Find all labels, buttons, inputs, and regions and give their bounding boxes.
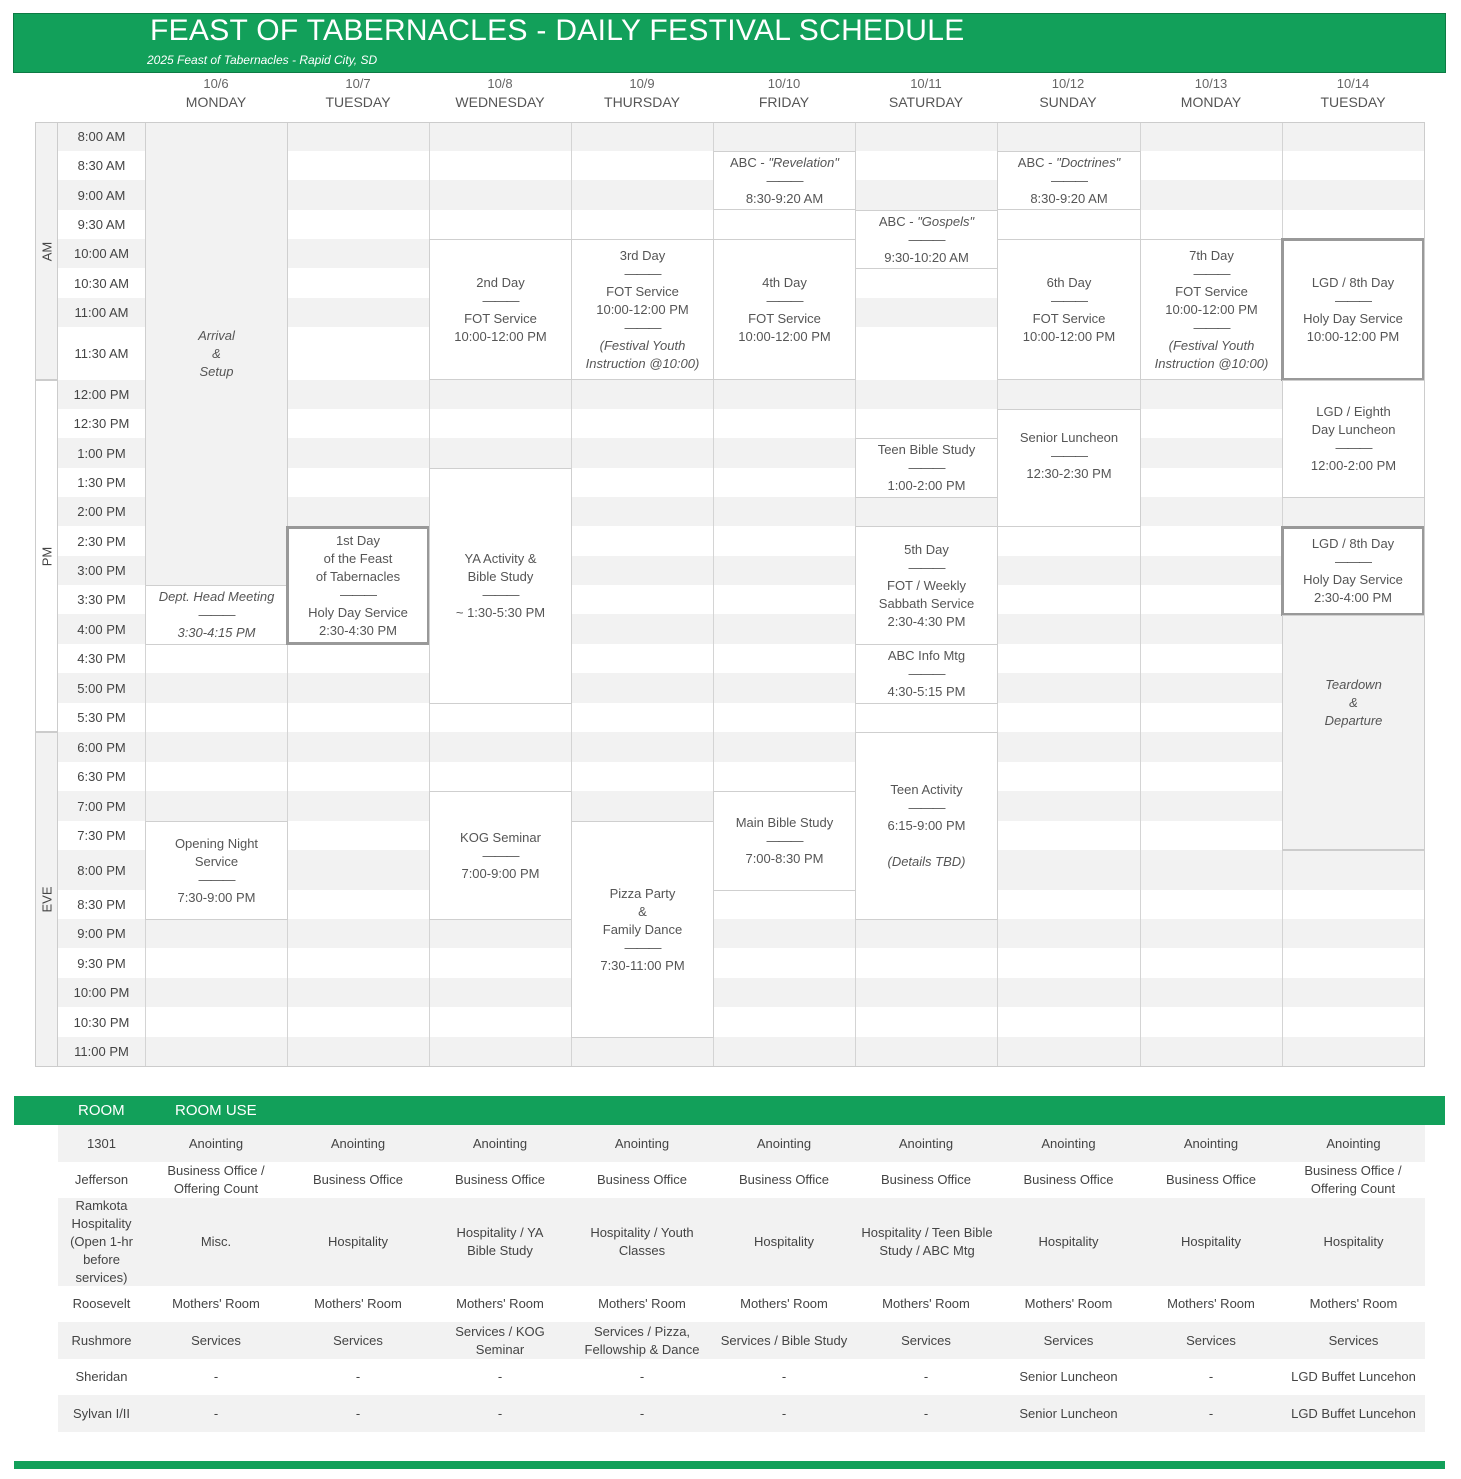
room-use-cell: Anointing <box>898 1135 954 1151</box>
day-date: 10/10 <box>767 76 801 91</box>
event-separator: ——— <box>1193 265 1230 281</box>
event-title: of Tabernacles <box>315 568 401 584</box>
event-topic: "Doctrines" <box>1056 154 1121 170</box>
event-note: Instruction @10:00) <box>585 355 700 371</box>
event-time: ~ 1:30-5:30 PM <box>455 605 546 620</box>
room-use-cell: - <box>213 1369 219 1384</box>
event-time: 10:00-12:00 PM <box>1022 328 1116 344</box>
room-use-cell: Hospitality / Youth Classes <box>590 1225 694 1258</box>
day-date: 10/11 <box>910 76 942 91</box>
event-prefix: ABC - <box>878 213 918 229</box>
day-date: 10/6 <box>203 76 229 91</box>
room-use-cell: Mothers' Room <box>1024 1296 1113 1311</box>
event-time: 2:30-4:30 PM <box>887 613 966 629</box>
event-text: Holy Day Service <box>1303 572 1403 587</box>
room-use-cell: Mothers' Room <box>1167 1296 1255 1311</box>
event-note: (Details TBD) <box>887 854 966 869</box>
day-date: 10/14 <box>1336 76 1370 91</box>
event-text: FOT Service <box>1032 310 1106 326</box>
event-title: Day Luncheon <box>1311 422 1396 437</box>
event-title: Dept. Head Meeting <box>158 589 275 604</box>
room-use-cell: Anointing <box>472 1135 528 1151</box>
event-text: Holy Day Service <box>1303 310 1403 326</box>
room-use-cell: - <box>355 1369 361 1384</box>
time-label: 9:30 PM <box>77 955 126 971</box>
event-time: 2:30-4:30 PM <box>318 622 398 638</box>
schedule-grid-border <box>35 122 1425 1067</box>
day-date: 10/7 <box>345 76 371 91</box>
footer-bar <box>14 1461 1445 1469</box>
event-title: of the Feast <box>323 550 393 566</box>
event-topic: "Gospels" <box>917 213 975 229</box>
room-use-cell: Anointing <box>1183 1135 1239 1151</box>
event-separator: ——— <box>1193 319 1230 335</box>
room-use-cell: Services <box>333 1332 383 1348</box>
room-use-cell: Hospitality <box>1038 1234 1099 1249</box>
time-label: 1:30 PM <box>77 475 126 490</box>
event-text: & <box>1349 694 1358 710</box>
room-use-cell: - <box>781 1369 787 1384</box>
event-time: 6:15-9:00 PM <box>887 818 966 833</box>
room-name: Sylvan I/II <box>72 1405 131 1421</box>
room-use-cell: - <box>1208 1369 1214 1384</box>
day-name: SATURDAY <box>888 94 964 110</box>
event-title: LGD / Eighth <box>1316 404 1391 419</box>
time-label: 10:00 AM <box>74 246 129 261</box>
day-header <box>571 76 713 112</box>
room-use-cell: Mothers' Room <box>1309 1296 1398 1311</box>
room-use-column-header: ROOM USE <box>175 1102 257 1119</box>
room-use-cell: Services / Pizza, Fellowship & Dance <box>584 1323 700 1357</box>
event-title: Main Bible Study <box>735 815 834 830</box>
day-header <box>713 76 855 112</box>
day-header <box>997 76 1139 112</box>
time-label: 5:30 PM <box>77 710 126 725</box>
time-label: 4:00 PM <box>77 621 126 637</box>
event-time: 10:00-12:00 PM <box>738 328 831 344</box>
time-label: 10:30 PM <box>73 1014 130 1030</box>
room-use-cell: Mothers' Room <box>172 1296 260 1311</box>
time-label: 9:00 AM <box>77 187 126 203</box>
day-name: THURSDAY <box>604 94 680 110</box>
room-use-cell: Mothers' Room <box>314 1296 402 1311</box>
event-separator: ——— <box>908 666 945 681</box>
event-topic: "Revelation" <box>768 154 839 170</box>
event-title: & <box>638 903 647 919</box>
room-use-cell: Mothers' Room <box>598 1296 686 1311</box>
event-separator: ——— <box>908 559 945 575</box>
time-label: 3:30 PM <box>77 592 126 607</box>
event-separator: ——— <box>766 292 803 308</box>
page-title: FEAST OF TABERNACLES - DAILY FESTIVAL SCHEDULE <box>150 14 965 47</box>
event-text: FOT Service <box>606 283 679 299</box>
time-label: 7:30 PM <box>77 828 126 843</box>
time-label: 7:00 PM <box>77 798 126 814</box>
time-label: 8:30 PM <box>77 897 126 912</box>
event-time: 3:30-4:15 PM <box>177 625 256 640</box>
day-header <box>429 76 571 112</box>
room-use-cell: - <box>213 1405 219 1421</box>
event-title: Bible Study <box>467 569 534 584</box>
room-use-cell: - <box>923 1405 929 1421</box>
event-text: Holy Day Service <box>308 604 408 620</box>
room-use-cell: Services / KOG Seminar <box>455 1323 545 1357</box>
room-use-cell: - <box>355 1405 361 1421</box>
room-use-cell: Services <box>1043 1332 1094 1348</box>
day-name: TUESDAY <box>1320 94 1386 110</box>
event-separator: ——— <box>624 319 661 335</box>
period-text: PM <box>39 546 54 566</box>
event-time: 2:30-4:00 PM <box>1313 590 1393 605</box>
room-use-cell: Business Office <box>454 1172 546 1187</box>
room-use-cell: Hospitality <box>328 1234 388 1249</box>
event-title: 2nd Day <box>476 274 525 290</box>
event-time: 8:30-9:20 AM <box>1030 190 1108 206</box>
time-label: 6:00 PM <box>77 739 126 755</box>
event-time: 1:00-2:00 PM <box>887 478 966 493</box>
event-time: 9:30-10:20 AM <box>884 249 969 265</box>
room-use-cell: Anointing <box>756 1135 812 1151</box>
event-text: Setup <box>199 364 234 379</box>
event-text: FOT Service <box>1175 283 1248 299</box>
room-use-cell: Anointing <box>1041 1135 1096 1151</box>
event-separator: ——— <box>766 172 803 188</box>
event-separator: ——— <box>1335 292 1371 308</box>
day-name: FRIDAY <box>758 94 810 110</box>
room-use-cell: Business Office <box>1165 1172 1257 1187</box>
time-label: 4:30 PM <box>77 651 126 666</box>
event-separator: ——— <box>482 587 519 602</box>
event-separator: ——— <box>340 586 376 602</box>
room-use-cell: Business Office <box>312 1172 404 1187</box>
event-title: Teen Activity <box>890 782 963 797</box>
room-use-cell: Business Office <box>880 1172 972 1187</box>
time-label: 11:00 PM <box>74 1044 129 1059</box>
room-use-cell: - <box>781 1405 787 1421</box>
room-use-cell: Hospitality <box>1181 1234 1241 1249</box>
event-time: 8:30-9:20 AM <box>745 190 824 206</box>
room-use-cell: Hospitality <box>754 1234 814 1249</box>
event-title: LGD / 8th Day <box>1311 274 1395 290</box>
day-header <box>1140 76 1282 112</box>
event-title: ABC Info Mtg <box>887 648 966 663</box>
event-separator: ——— <box>624 265 661 281</box>
event-title: 5th Day <box>904 541 949 557</box>
room-use-cell: - <box>497 1405 503 1421</box>
room-use-cell: LGD Buffet Luncehon <box>1291 1405 1416 1421</box>
event-title: 7th Day <box>1189 247 1234 263</box>
room-use-cell: Business Office / Offering Count <box>1304 1163 1402 1196</box>
event-time: 10:00-12:00 PM <box>1306 328 1400 344</box>
event-time: 10:00-12:00 PM <box>454 328 547 344</box>
time-label: 8:00 AM <box>77 129 126 144</box>
room-use-cell: Mothers' Room <box>456 1296 544 1311</box>
day-date: 10/13 <box>1194 76 1228 91</box>
page-subtitle: 2025 Feast of Tabernacles - Rapid City, SD <box>147 53 378 67</box>
room-use-cell: Senior Luncheon <box>1019 1405 1118 1421</box>
room-use-cell: Senior Luncheon <box>1019 1369 1118 1384</box>
room-name: Jefferson <box>74 1172 129 1187</box>
time-label: 10:00 PM <box>73 985 130 1000</box>
event-time: 12:30-2:30 PM <box>1026 466 1112 481</box>
time-label: 12:30 PM <box>73 416 130 431</box>
time-label: 11:30 AM <box>74 346 129 361</box>
event-note: Instruction @10:00) <box>1154 355 1269 371</box>
room-use-cell: Mothers' Room <box>740 1296 828 1311</box>
event-text: FOT Service <box>464 310 537 326</box>
room-use-cell: Services <box>191 1332 241 1348</box>
event-text: FOT / Weekly <box>887 577 966 593</box>
day-name: TUESDAY <box>325 94 391 110</box>
time-label: 6:30 PM <box>77 769 126 784</box>
period-text: AM <box>39 241 54 261</box>
room-use-cell: Anointing <box>188 1135 244 1151</box>
time-label: 9:30 AM <box>77 217 126 232</box>
room-use-cell: Anointing <box>330 1135 386 1151</box>
event-note: (Festival Youth <box>599 337 686 353</box>
event-time: 12:00-2:00 PM <box>1310 458 1397 473</box>
event-title: 4th Day <box>762 274 807 290</box>
event-separator: ——— <box>1051 292 1087 308</box>
day-name: SUNDAY <box>1039 94 1097 110</box>
event-title: YA Activity & <box>464 551 537 566</box>
event-separator: ——— <box>1335 554 1371 569</box>
room-use-cell: LGD Buffet Luncehon <box>1291 1369 1416 1384</box>
day-name: WEDNESDAY <box>455 94 545 110</box>
day-header <box>1282 76 1424 112</box>
room-use-cell: - <box>639 1405 645 1421</box>
room-column-header: ROOM <box>78 1102 125 1119</box>
event-time: 7:30-9:00 PM <box>177 889 256 905</box>
room-use-cell: Business Office <box>1023 1172 1114 1187</box>
event-separator: ——— <box>198 607 235 622</box>
event-title: KOG Seminar <box>460 829 541 845</box>
event-title: 1st Day <box>335 532 381 548</box>
room-name: Roosevelt <box>72 1296 131 1311</box>
day-date: 10/12 <box>1051 76 1085 91</box>
time-label: 8:30 AM <box>77 158 126 173</box>
event-time: 7:00-8:30 PM <box>745 851 824 866</box>
event-separator: ——— <box>624 939 661 955</box>
event-prefix: ABC - <box>730 154 769 170</box>
event-separator: ——— <box>766 833 803 848</box>
event-text: FOT Service <box>748 310 821 326</box>
event-prefix: ABC - <box>1017 154 1057 170</box>
room-name: Ramkota Hospitality (Open 1-hr before services) <box>70 1198 133 1285</box>
event-title: Pizza Party <box>609 885 676 901</box>
event-time: 10:00-12:00 PM <box>1165 301 1258 317</box>
event-separator: ——— <box>198 871 235 887</box>
event-title: Senior Luncheon <box>1019 430 1119 445</box>
event-title: Opening Night <box>174 835 259 851</box>
room-use-cell: Anointing <box>1326 1135 1381 1151</box>
time-label: 2:00 PM <box>77 504 126 519</box>
event-separator: ——— <box>482 847 519 863</box>
room-use-cell: Anointing <box>614 1135 670 1151</box>
event-title: LGD / 8th Day <box>1311 536 1395 551</box>
event-separator: ——— <box>1051 172 1087 188</box>
time-label: 3:00 PM <box>77 563 126 578</box>
day-header <box>855 76 997 112</box>
room-use-cell: Services / Bible Study <box>720 1332 848 1348</box>
event-text: Sabbath Service <box>878 595 975 611</box>
room-use-cell: - <box>923 1369 929 1384</box>
time-label: 1:00 PM <box>77 445 126 461</box>
room-use-cell: Hospitality / YA Bible Study <box>456 1225 544 1258</box>
room-use-cell: Mothers' Room <box>882 1296 970 1311</box>
time-label: 5:00 PM <box>77 680 126 696</box>
room-use-cell: Business Office <box>738 1172 830 1187</box>
room-use-cell: Business Office / Offering Count <box>167 1163 265 1196</box>
event-separator: ——— <box>908 460 945 475</box>
day-header <box>145 76 287 112</box>
day-header <box>287 76 429 112</box>
room-use-cell: Misc. <box>200 1234 232 1249</box>
event-title: Teardown <box>1325 676 1382 692</box>
day-date: 10/9 <box>629 76 655 91</box>
event-text: Departure <box>1324 712 1383 728</box>
event-time: 7:30-11:00 PM <box>600 957 685 973</box>
event-separator: ——— <box>1335 440 1372 455</box>
room-use-cell: Business Office <box>596 1172 688 1187</box>
room-use-cell: - <box>497 1369 503 1384</box>
event-title: Family Dance <box>602 921 683 937</box>
room-use-cell: Services <box>901 1332 951 1348</box>
time-label: 10:30 AM <box>74 275 129 291</box>
time-label: 8:00 PM <box>77 862 126 878</box>
event-text: & <box>212 346 221 361</box>
room-name: Rushmore <box>71 1332 132 1348</box>
event-separator: ——— <box>482 292 519 308</box>
room-use-cell: - <box>1208 1405 1214 1421</box>
event-note: (Festival Youth <box>1168 337 1255 353</box>
room-name: 1301 <box>87 1135 116 1151</box>
day-name: MONDAY <box>1180 94 1242 110</box>
event-time: 10:00-12:00 PM <box>596 301 689 317</box>
day-date: 10/8 <box>487 76 513 91</box>
event-separator: ——— <box>1051 448 1087 463</box>
time-label: 11:00 AM <box>74 305 129 320</box>
event-title: Service <box>194 853 239 869</box>
event-title: Arrival <box>198 328 235 343</box>
event-title: 6th Day <box>1046 274 1092 290</box>
day-name: MONDAY <box>185 94 247 110</box>
room-use-cell: Hospitality / Teen Bible Study / ABC Mtg <box>861 1225 993 1258</box>
event-separator: ——— <box>908 800 945 815</box>
event-title: 3rd Day <box>619 247 666 263</box>
time-label: 2:30 PM <box>77 533 126 549</box>
event-separator: ——— <box>908 231 945 247</box>
time-label: 9:00 PM <box>77 926 126 941</box>
room-name: Sheridan <box>75 1369 128 1384</box>
event-time: 4:30-5:15 PM <box>887 684 966 699</box>
room-use-cell: - <box>639 1369 645 1384</box>
room-use-cell: Services <box>1328 1332 1379 1348</box>
event-title: Teen Bible Study <box>877 442 976 457</box>
period-text: EVE <box>39 886 55 913</box>
event-time: 7:00-9:00 PM <box>461 865 540 881</box>
room-use-cell: Hospitality <box>1323 1234 1384 1249</box>
room-use-cell: Services <box>1186 1332 1236 1348</box>
time-label: 12:00 PM <box>73 387 130 402</box>
